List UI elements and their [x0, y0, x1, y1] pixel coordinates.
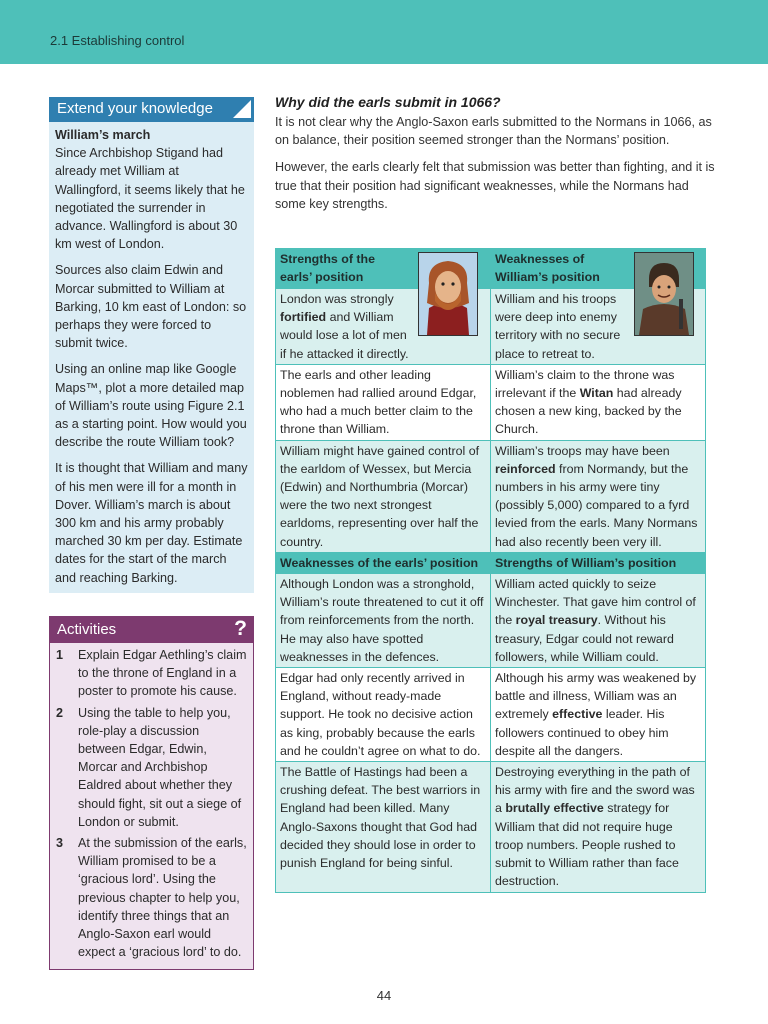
page-number: 44 [376, 988, 392, 1003]
table-cell: Edgar had only recently arrived in England, without ready-made support. He took no decisive action as king, probably because the earls and he couldn’t agree on what to do. [276, 668, 491, 762]
extend-knowledge-header [49, 97, 254, 122]
extend-subtitle: William’s march [55, 128, 151, 142]
intro-paragraph: It is not clear why the Anglo-Saxon earls submitted to the Normans in 1066, as on balance, their position seemed stronger than the Normans’ position. [275, 115, 712, 148]
header-label: Strengths of the earls’ position [280, 252, 375, 285]
extend-paragraph: Using an online map like Google Maps™, plot a more detailed map of William’s route using Figure 2.1 as a starting point. How would you describe the route William took? [55, 362, 247, 450]
activities-box [49, 616, 254, 970]
activity-number: 3 [56, 836, 64, 851]
extend-paragraph: Since Archbishop Stigand had already met William at Wallingford, it seems likely that he negotiated the surrender in advance. Wallingford is about 30 km west of London. [55, 146, 245, 252]
table-row [276, 364, 706, 440]
activity-number: 2 [56, 705, 64, 720]
table-cell: Although his army was weakened by battle and illness, William was an extremely effective leader. His followers continued to obey him despite all the dangers. [491, 668, 706, 762]
activity-text: Using the table to help you, role-play a discussion between Edgar, Edwin, Morcar and Archbishop Ealdred about whether they should fight, sit out a siege of London or submit. [78, 705, 242, 829]
table-cell: Destroying everything in the path of his army with fire and the sword was a brutally effective strategy for William that did not require huge troop numbers. People rushed to submit to William rather than face destruction. [491, 762, 706, 892]
activity-number: 1 [56, 648, 64, 662]
intro-paragraph: However, the earls clearly felt that submission was better than fighting, and it is true that their position had significant weaknesses, while the Normans had some key strengths. [275, 160, 715, 211]
chapter-header-bar [0, 0, 768, 64]
earl-portrait-illustration [418, 252, 478, 336]
strengths-weaknesses-table [275, 248, 706, 893]
extend-knowledge-box [49, 97, 254, 593]
table-cell: William acted quickly to seize Winchester. That gave him control of the royal treasury. Without his treasury, Edgar could not reward followers, while William could. [491, 574, 706, 668]
main-heading: Why did the earls submit in 1066? [275, 94, 501, 110]
question-mark-icon: ? [234, 617, 247, 640]
activity-text: At the submission of the earls, William promised to be a ‘gracious lord’. Using the previous chapter to help you, identify three things that an Anglo-Saxon earl would expect a ‘gracious lord’ to do. [78, 836, 247, 960]
header-earls-weaknesses: Weaknesses of the earls’ position [276, 552, 491, 573]
table-row [276, 668, 706, 762]
table-cell: London was strongly fortified and William would lose a lot of men if he attacked it directly. [276, 289, 491, 365]
extend-knowledge-title: Extend your knowledge [57, 100, 213, 117]
william-portrait-illustration [634, 252, 694, 336]
table-cell: Although London was a stronghold, William’s route threatened to cut it off from reinforcements from the north. He may also have spotted weaknesses in the defences. [276, 574, 491, 668]
table-cell: The Battle of Hastings had been a crushing defeat. The best warriors in England had been killed. Many Anglo-Saxons thought that God had decided they should lose in order to punish England for being sinful. [276, 762, 491, 892]
header-william-strengths: Strengths of William’s position [491, 552, 706, 573]
extend-paragraph: Sources also claim Edwin and Morcar submitted to William at Barking, 10 km east of London: so perhaps they were forced to submit twice. [55, 263, 247, 351]
table-cell: William and his troops were deep into enemy territory with no secure place to retreat to. [491, 289, 706, 365]
table-row [276, 762, 706, 892]
table-cell: William’s claim to the throne was irrelevant if the Witan had already chosen a new king, backed by the Church. [491, 364, 706, 440]
activity-item [56, 646, 247, 701]
table-cell: The earls and other leading noblemen had rallied around Edgar, who had a much better claim to the throne than William. [276, 364, 491, 440]
table-cell: William might have gained control of the earldom of Wessex, but Mercia (Edwin) and Northumbria (Morcar) were the two next strongest earldoms, representing over half the country. [276, 440, 491, 552]
activity-text: Explain Edgar Aethling’s claim to the throne of England in a poster to promote his cause. [78, 648, 247, 699]
header-label: Weaknesses of William’s position [495, 252, 600, 285]
table-row [276, 440, 706, 552]
table-row [276, 574, 706, 668]
intro-text [275, 113, 715, 222]
activities-title: Activities [57, 621, 117, 638]
extend-paragraph: It is thought that William and many of his men were ill for a month in Dover. William’s march is about 300 km and his army probably marched 30 km per day. Estimate dates for the start of the march and reaching Barking. [55, 461, 248, 585]
activity-item [56, 704, 247, 831]
activity-item [56, 834, 247, 961]
activities-header [50, 617, 253, 643]
corner-triangle-icon [233, 100, 251, 118]
section-title: 2.1 Establishing control [50, 33, 185, 48]
table-cell: William’s troops may have been reinforced from Normandy, but the numbers in his army were tiny (possibly 5,000) compared to a fyrd levied from the earls. Many Normans had also recently been very ill. [491, 440, 706, 552]
table-header-row [276, 552, 706, 573]
